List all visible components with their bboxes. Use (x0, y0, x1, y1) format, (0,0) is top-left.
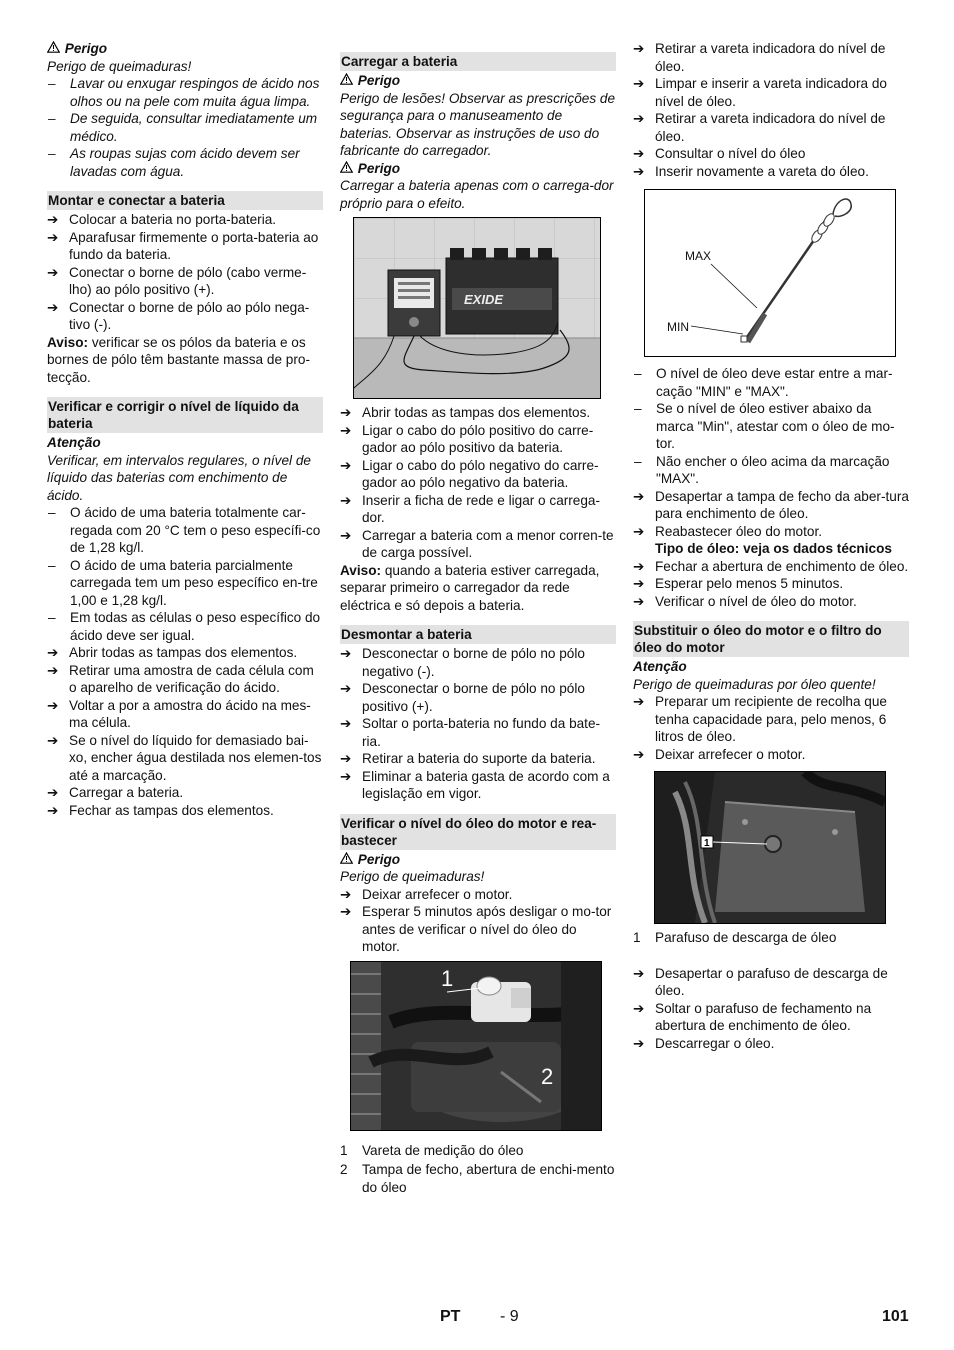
attention-heading: Atenção (633, 659, 687, 674)
list-item: ➔ Abrir todas as tampas dos elementos. (340, 405, 591, 420)
section-heading-check-liquid: Verificar e corrigir o nível de líquido da bateria (47, 397, 323, 433)
list-item: ➔ Soltar o parafuso de fechamento na abertura de enchimento de óleo. (633, 1000, 872, 1033)
language-code: PT (440, 1308, 461, 1325)
list-item: ➔ Desapertar a tampa de fecho da aber-tura para enchimento de óleo. (633, 488, 909, 521)
list-item: ➔ Carregar a bateria com a menor corren-te de carga possível. (340, 527, 614, 560)
list-item: ➔ Reabastecer óleo do motor. (633, 523, 823, 539)
list-item: ➔ Voltar a por a amostra do ácido na mes-ma célula. (47, 697, 311, 730)
list-item: ➔ Deixar arrefecer o motor. (340, 886, 513, 902)
warning-triangle-icon (340, 72, 354, 90)
list-item: ➔ Colocar a bateria no porta-bateria. (47, 212, 277, 227)
list-item: ➔ Abrir todas as tampas dos elementos. (47, 645, 298, 660)
legend-item: 1 Vareta de medição do óleo (340, 1142, 524, 1158)
callout-2: 2 (541, 1063, 554, 1089)
list-item: ➔ Conectar o borne de pólo (cabo verme-lho) ao pólo positivo (+). (47, 264, 307, 297)
list-item: ➔ Fechar as tampas dos elementos. (47, 802, 274, 818)
arrow-icon: ➔ (47, 299, 59, 315)
list-item: ➔ Ligar o cabo do pólo positivo do carre-gador ao pólo positivo da bateria. (340, 422, 594, 455)
arrow-icon: ➔ (47, 645, 59, 660)
battery-brand-label: EXIDE (464, 292, 504, 307)
arrow-icon: ➔ (340, 716, 352, 731)
section-heading-mount-battery: Montar e conectar a bateria (47, 191, 323, 210)
list-item: ➔ Esperar 5 minutos após desligar o mo-tor antes de verificar o nível do óleo do motor. (340, 904, 612, 954)
oil-drain-photo (654, 771, 886, 924)
list-item: – O nível de óleo deve estar entre a mar-cação "MIN" e "MAX". (634, 366, 893, 399)
danger-text: Carregar a bateria apenas com o carrega-dor próprio para o efeito. (340, 178, 614, 211)
section-heading-remove-battery: Desmontar a bateria (340, 625, 616, 644)
list-item: – De seguida, consultar imediatamente um médico. (48, 111, 318, 144)
arrow-icon: ➔ (633, 41, 645, 56)
column-1 (47, 40, 323, 819)
list-item: ➔ Desconectar o borne de pólo no pólo negativo (-). (340, 646, 585, 679)
danger-heading: Perigo (47, 40, 323, 58)
arrow-icon: ➔ (633, 576, 645, 591)
arrow-icon: ➔ (633, 76, 645, 91)
arrow-icon: ➔ (47, 732, 59, 748)
column-3 (633, 40, 909, 1052)
section-page: - 9 (500, 1308, 519, 1325)
attention-heading: Atenção (47, 435, 101, 450)
oil-type-note: Tipo de óleo: veja os dados técnicos (655, 541, 892, 556)
callout-1: 1 (704, 838, 710, 849)
list-item: – Se o nível de óleo estiver abaixo da marca "Min", atestar com o óleo de mo-tor. (634, 401, 895, 451)
legend-item: 1 Parafuso de descarga de óleo (633, 930, 837, 945)
arrow-icon: ➔ (633, 111, 645, 126)
arrow-icon: ➔ (47, 697, 59, 713)
list-item: ➔ Carregar a bateria. (47, 785, 184, 800)
list-item: ➔ Eliminar a bateria gasta de acordo com a legislação em vigor. (340, 768, 610, 801)
arrow-icon: ➔ (633, 558, 645, 574)
arrow-icon: ➔ (340, 405, 352, 420)
arrow-icon: ➔ (340, 457, 352, 473)
list-item: ➔ Desapertar o parafuso de descarga de óleo. (633, 965, 888, 998)
arrow-icon: ➔ (340, 422, 352, 438)
attention-text: Perigo de queimaduras por óleo quente! (633, 676, 876, 692)
arrow-icon: ➔ (47, 229, 59, 245)
arrow-icon: ➔ (633, 694, 645, 709)
arrow-icon: ➔ (633, 1035, 645, 1051)
danger-heading: Perigo (340, 72, 616, 90)
warning-triangle-icon (340, 851, 354, 869)
danger-text: Perigo de lesões! Observar as prescrições de segurança para o manuseamento de baterias. Observar as instruções de uso do fabricante do carregador. (340, 90, 616, 158)
section-heading-charge-battery: Carregar a bateria (340, 52, 616, 71)
arrow-icon: ➔ (47, 662, 59, 678)
legend-item: 2 Tampa de fecho, abertura de enchi-mento do óleo (340, 1162, 615, 1195)
arrow-icon: ➔ (633, 1000, 645, 1016)
list-item: – Em todas as células o peso específico do ácido deve ser igual. (48, 610, 321, 643)
battery-charging-photo (353, 217, 601, 399)
warning-triangle-icon (47, 40, 61, 58)
list-item: ➔ Soltar o porta-bateria no fundo da bate-ria. (340, 716, 601, 749)
arrow-icon: ➔ (633, 146, 645, 161)
list-item: ➔ Esperar pelo menos 5 minutos. (633, 576, 844, 591)
arrow-icon: ➔ (47, 802, 59, 818)
arrow-icon: ➔ (633, 965, 645, 981)
arrow-icon: ➔ (340, 681, 352, 696)
list-item: ➔ Se o nível do líquido for demasiado bai-xo, encher água destilada nos elemen-tos até a marcação. (47, 732, 322, 783)
dipstick-diagram (644, 189, 896, 357)
arrow-icon: ➔ (633, 488, 645, 504)
arrow-icon: ➔ (340, 527, 352, 543)
list-item: ➔ Desconectar o borne de pólo no pólo positivo (+). (340, 681, 585, 714)
attention-text: Verificar, em intervalos regulares, o nível de líquido das baterias com enchimento de ácido. (47, 452, 311, 503)
danger-text: Perigo de queimaduras! (340, 869, 485, 884)
arrow-icon: ➔ (340, 768, 352, 784)
list-item: ➔ Preparar um recipiente de recolha que tenha capacidade para, pelo menos, 6 litros de óleo. (633, 694, 887, 744)
list-item: – O ácido de uma bateria parcialmente carregada tem um peso específico en-tre 1,00 e 1,28 kg/l. (48, 557, 318, 608)
list-item: ➔ Verificar o nível de óleo do motor. (633, 593, 857, 609)
column-2 (340, 52, 616, 1196)
danger-heading: Perigo (340, 160, 616, 178)
arrow-icon: ➔ (47, 264, 59, 280)
max-label: MAX (685, 249, 712, 263)
list-item: ➔ Descarregar o óleo. (633, 1035, 775, 1051)
danger-text: Perigo de queimaduras! (47, 58, 192, 74)
list-item: ➔ Inserir novamente a vareta do óleo. (633, 163, 869, 179)
engine-photo (350, 961, 602, 1131)
list-item: – Lavar ou enxugar respingos de ácido nos olhos ou na pele com muita água limpa. (48, 76, 320, 109)
note: Aviso: quando a bateria estiver carregada, separar primeiro o carregador da rede eléctrica e só depois a bateria. (340, 562, 600, 613)
list-item: – Não encher o óleo acima da marcação "MAX". (634, 453, 890, 486)
list-item: ➔ Deixar arrefecer o motor. (633, 746, 806, 762)
list-item: ➔ Consultar o nível do óleo (633, 146, 806, 161)
list-item: – O ácido de uma bateria totalmente car-regada com 20 °C tem o peso específi-co de 1,28 kg/l. (48, 505, 321, 555)
section-heading-check-oil: Verificar o nível do óleo do motor e rea-bastecer (340, 814, 616, 850)
arrow-icon: ➔ (47, 785, 59, 800)
arrow-icon: ➔ (633, 593, 645, 609)
note: Aviso: verificar se os pólos da bateria e os bornes de pólo têm bastante massa de pro-tecção. (47, 334, 310, 385)
callout-1: 1 (441, 965, 454, 991)
section-heading-replace-oil: Substituir o óleo do motor e o filtro do óleo do motor (633, 621, 909, 657)
min-label: MIN (667, 320, 689, 334)
list-item: ➔ Conectar o borne de pólo ao pólo nega-tivo (-). (47, 299, 310, 332)
arrow-icon: ➔ (47, 212, 59, 227)
list-item: ➔ Aparafusar firmemente o porta-bateria ao fundo da bateria. (47, 229, 319, 262)
list-item: ➔ Limpar e inserir a vareta indicadora do nível de óleo. (633, 76, 887, 109)
warning-triangle-icon (340, 160, 354, 178)
list-item: ➔ Retirar uma amostra de cada célula com o aparelho de verificação do ácido. (47, 662, 314, 695)
list-item: ➔ Inserir a ficha de rede e ligar o carrega-dor. (340, 492, 601, 525)
arrow-icon: ➔ (340, 646, 352, 661)
list-item: ➔ Retirar a vareta indicadora do nível de óleo. (633, 41, 886, 74)
arrow-icon: ➔ (340, 904, 352, 919)
danger-heading: Perigo (340, 851, 616, 869)
arrow-icon: ➔ (340, 751, 352, 766)
arrow-icon: ➔ (340, 492, 352, 508)
arrow-icon: ➔ (340, 886, 352, 902)
list-item: ➔ Fechar a abertura de enchimento de óleo. (633, 558, 909, 574)
list-item: – As roupas sujas com ácido devem ser lavadas com água. (48, 146, 300, 179)
arrow-icon: ➔ (633, 163, 645, 179)
list-item: ➔ Retirar a bateria do suporte da bateria. (340, 751, 596, 766)
arrow-icon: ➔ (633, 746, 645, 762)
page-number: 101 (882, 1308, 909, 1325)
list-item: ➔ Retirar a vareta indicadora do nível de óleo. (633, 111, 886, 144)
arrow-icon: ➔ (633, 523, 645, 539)
list-item: ➔ Ligar o cabo do pólo negativo do carre-gador ao pólo negativo da bateria. (340, 457, 599, 490)
